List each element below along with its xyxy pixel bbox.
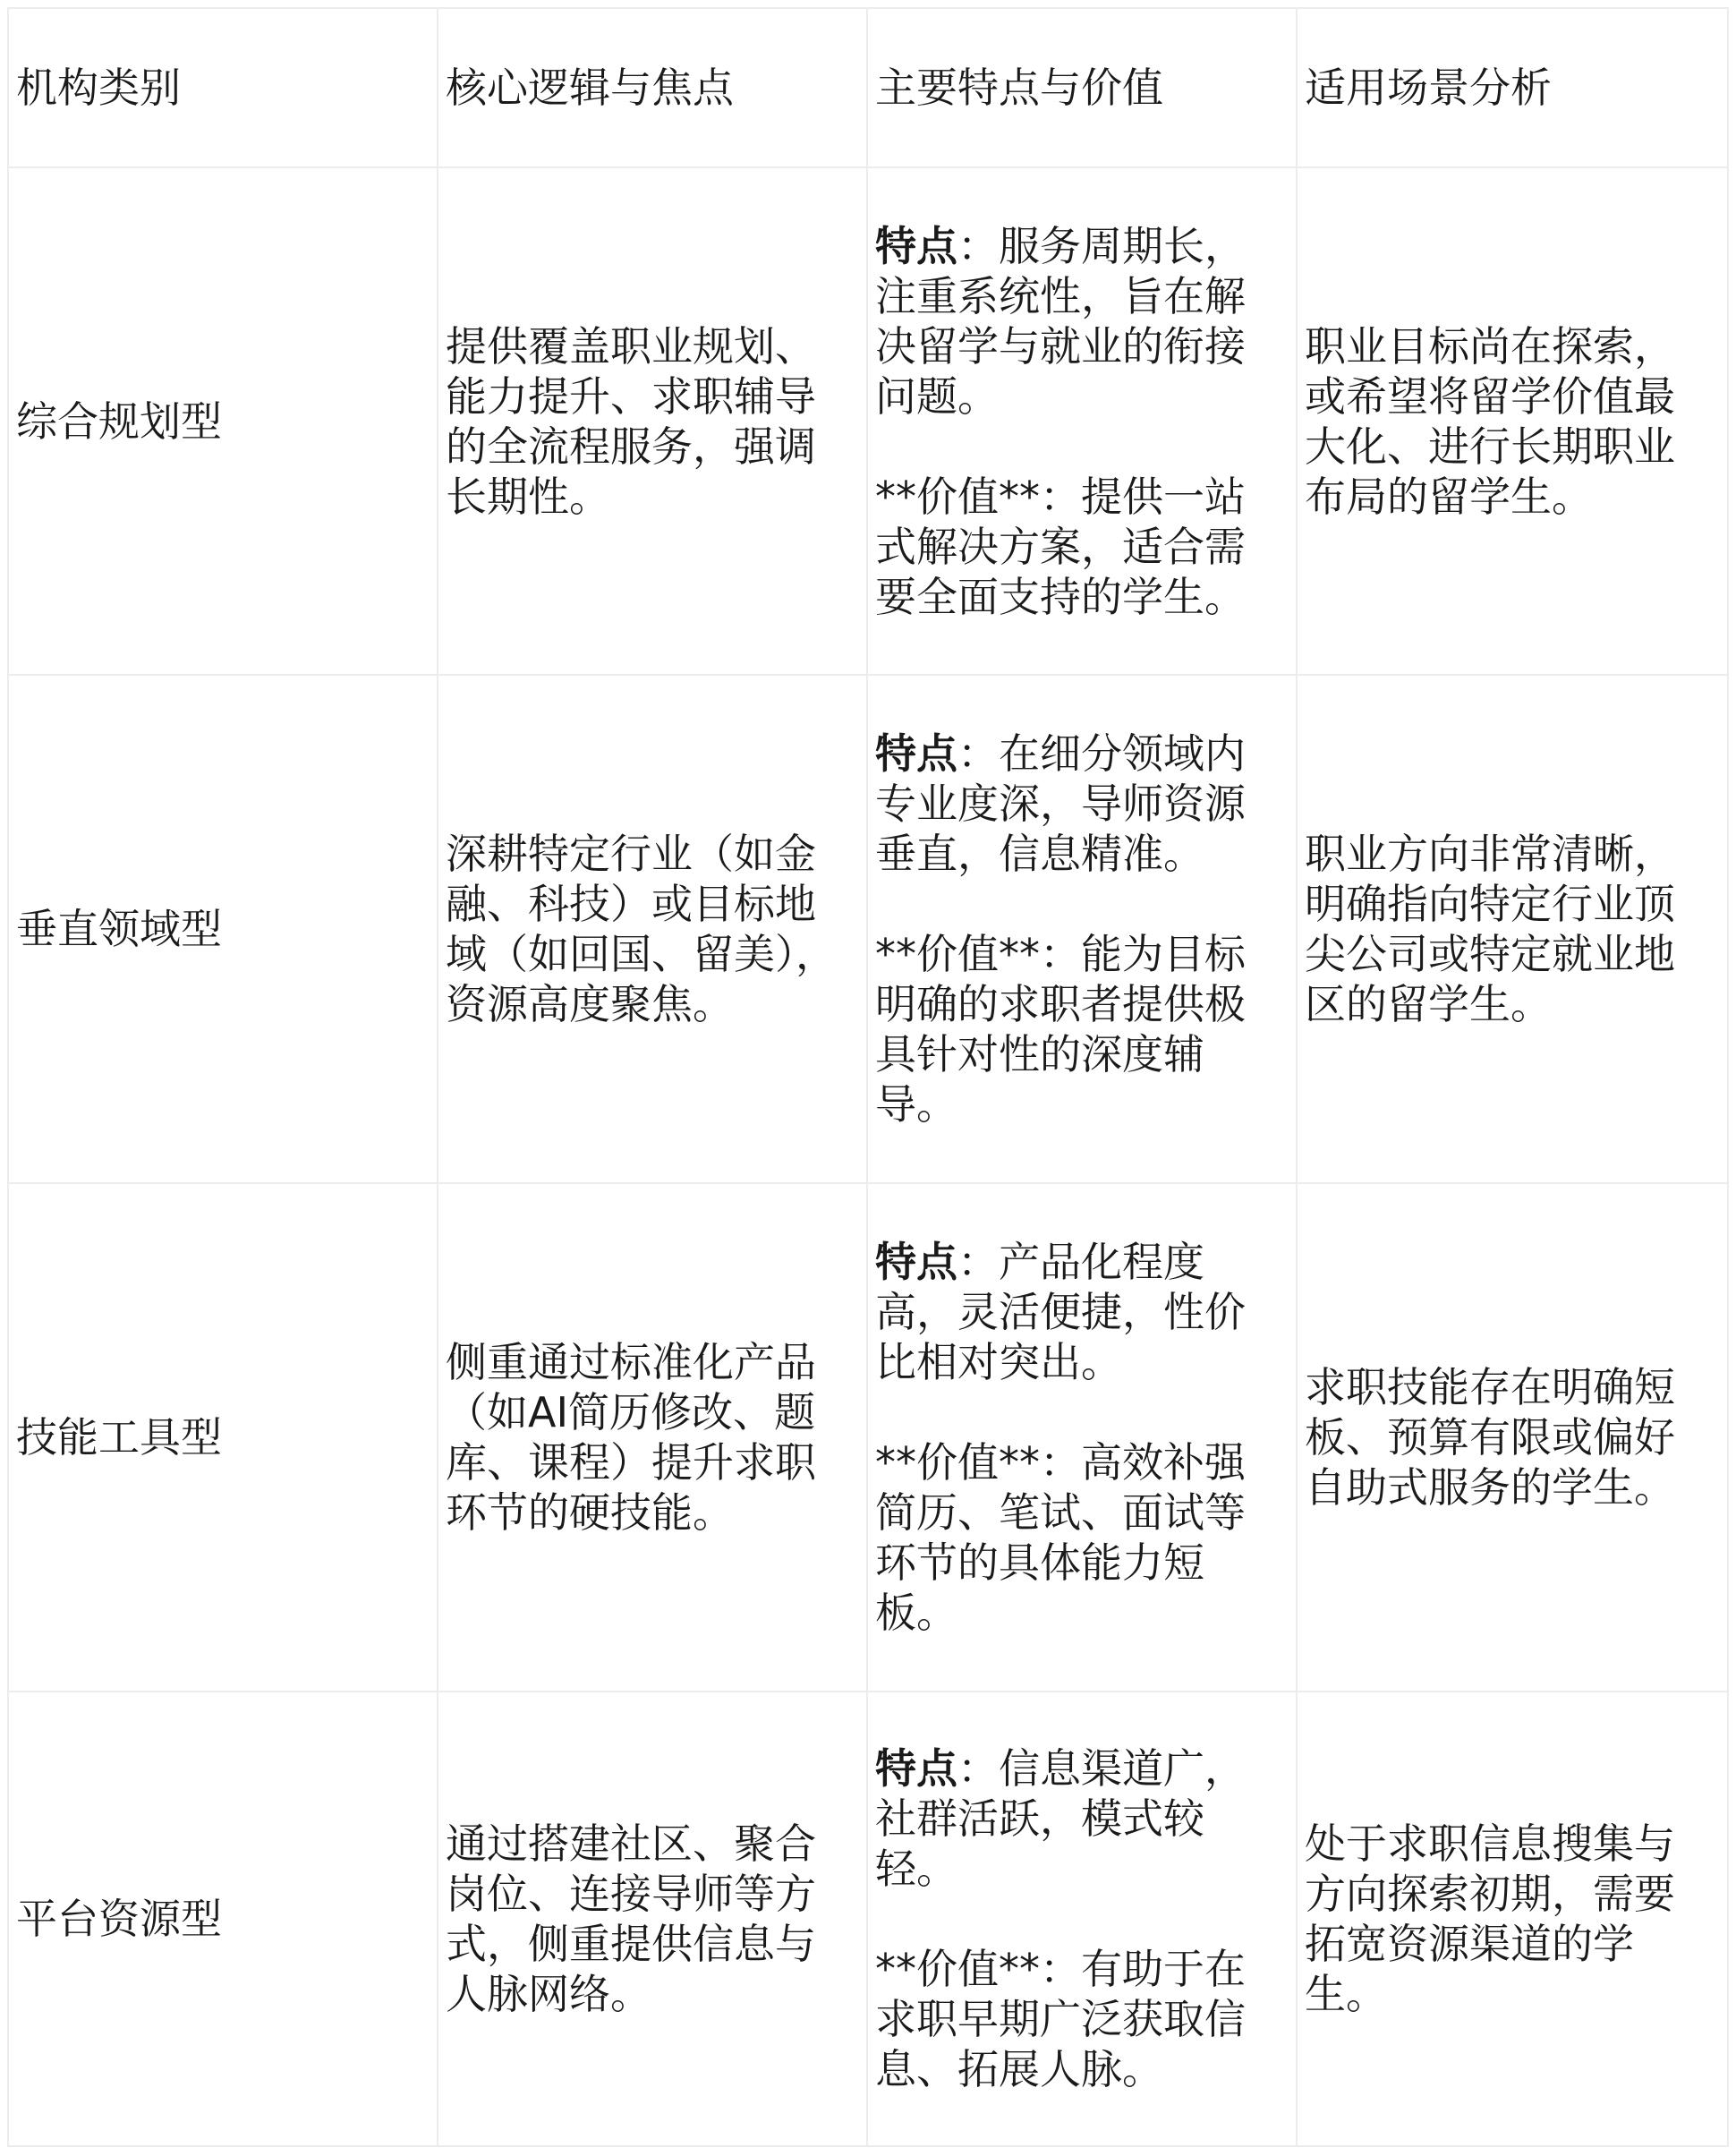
header-scenario: 适用场景分析 bbox=[1297, 8, 1728, 167]
features-label: 特点 bbox=[875, 221, 957, 270]
features-paragraph bbox=[875, 221, 1280, 422]
category-cell: 平台资源型 bbox=[8, 1692, 438, 2146]
table-header-row bbox=[8, 8, 1728, 167]
features-text: ：服务周期长，注重系统性，旨在解决留学与就业的衔接问题。 bbox=[875, 221, 1246, 421]
features-paragraph bbox=[875, 1237, 1280, 1387]
category-cell: 综合规划型 bbox=[8, 167, 438, 675]
scenario-cell: 处于求职信息搜集与方向探索初期，需要拓宽资源渠道的学生。 bbox=[1297, 1692, 1728, 2146]
features-label: 特点 bbox=[875, 729, 957, 778]
table-row bbox=[8, 1183, 1728, 1692]
features-text: ：产品化程度高，灵活便捷，性价比相对突出。 bbox=[875, 1238, 1246, 1386]
category-cell: 垂直领域型 bbox=[8, 675, 438, 1183]
value-paragraph: **价值**：高效补强简历、笔试、面试等环节的具体能力短板。 bbox=[875, 1438, 1246, 1637]
value-paragraph: **价值**：有助于在求职早期广泛获取信息、拓展人脉。 bbox=[875, 1945, 1246, 2093]
features-text: ：在细分领域内专业度深，导师资源垂直，信息精准。 bbox=[875, 729, 1246, 878]
table-row bbox=[8, 1692, 1728, 2146]
header-category: 机构类别 bbox=[8, 8, 438, 167]
category-cell: 技能工具型 bbox=[8, 1183, 438, 1692]
scenario-cell: 求职技能存在明确短板、预算有限或偏好自助式服务的学生。 bbox=[1297, 1183, 1728, 1692]
features-value-cell bbox=[867, 1692, 1297, 2146]
features-value-cell bbox=[867, 1183, 1297, 1692]
table-row bbox=[8, 167, 1728, 675]
scenario-cell: 职业方向非常清晰，明确指向特定行业顶尖公司或特定就业地区的留学生。 bbox=[1297, 675, 1728, 1183]
value-paragraph: **价值**：能为目标明确的求职者提供极具针对性的深度辅导。 bbox=[875, 930, 1246, 1129]
core-logic-cell: 提供覆盖职业规划、能力提升、求职辅导的全流程服务，强调长期性。 bbox=[438, 167, 867, 675]
features-value-cell bbox=[867, 167, 1297, 675]
features-label: 特点 bbox=[875, 1744, 957, 1793]
core-logic-cell: 深耕特定行业（如金融、科技）或目标地域（如回国、留美），资源高度聚焦。 bbox=[438, 675, 867, 1183]
header-features-value: 主要特点与价值 bbox=[867, 8, 1297, 167]
features-label: 特点 bbox=[875, 1238, 957, 1286]
core-logic-cell: 通过搭建社区、聚合岗位、连接导师等方式，侧重提供信息与人脉网络。 bbox=[438, 1692, 867, 2146]
features-paragraph bbox=[875, 729, 1280, 879]
features-text: ：信息渠道广，社群活跃，模式较轻。 bbox=[875, 1744, 1246, 1893]
header-core-logic: 核心逻辑与焦点 bbox=[438, 8, 867, 167]
scenario-cell: 职业目标尚在探索，或希望将留学价值最大化、进行长期职业布局的留学生。 bbox=[1297, 167, 1728, 675]
features-paragraph bbox=[875, 1743, 1280, 1894]
table-row bbox=[8, 675, 1728, 1183]
core-logic-cell: 侧重通过标准化产品（如AI简历修改、题库、课程）提升求职环节的硬技能。 bbox=[438, 1183, 867, 1692]
value-paragraph: **价值**：提供一站式解决方案，适合需要全面支持的学生。 bbox=[875, 472, 1246, 621]
features-value-cell bbox=[867, 675, 1297, 1183]
institution-comparison-table bbox=[7, 7, 1729, 2147]
